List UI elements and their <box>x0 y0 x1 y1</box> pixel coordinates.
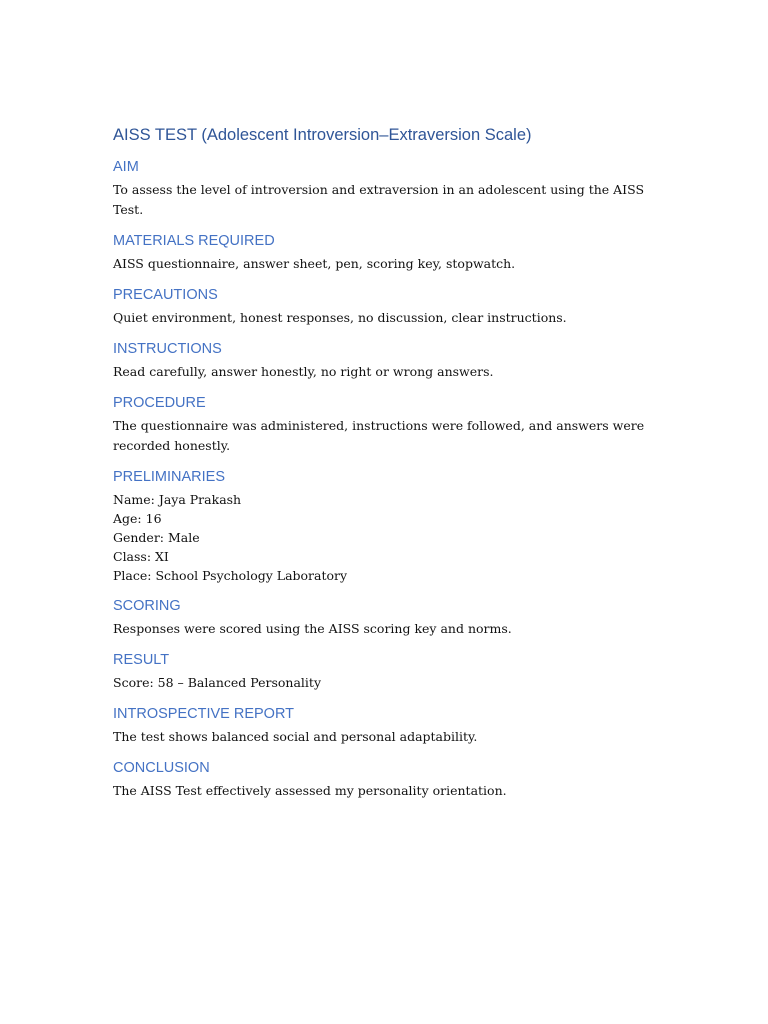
preliminary-age: Age: 16 <box>113 511 162 526</box>
section-heading-introspective-report: INTROSPECTIVE REPORT <box>113 706 295 722</box>
section-preliminaries <box>113 467 673 585</box>
section-text-materials-required: AISS questionnaire, answer sheet, pen, scoring key, stopwatch. <box>113 256 516 271</box>
document-body <box>113 123 673 812</box>
section-heading-precautions: PRECAUTIONS <box>113 287 218 303</box>
section-text-result: Score: 58 – Balanced Personality <box>113 675 322 690</box>
preliminary-place: Place: School Psychology Laboratory <box>113 568 348 583</box>
section-procedure <box>113 393 673 456</box>
section-heading-procedure: PROCEDURE <box>113 395 206 411</box>
section-text-introspective-report: The test shows balanced social and personal adaptability. <box>113 729 478 744</box>
section-text-conclusion: The AISS Test effectively assessed my personality orientation. <box>113 783 507 798</box>
section-text-instructions: Read carefully, answer honestly, no right or wrong answers. <box>113 364 494 379</box>
section-heading-conclusion: CONCLUSION <box>113 760 210 776</box>
document-title: AISS TEST (Adolescent Introversion–Extraversion Scale) <box>113 126 532 144</box>
section-heading-result: RESULT <box>113 652 170 668</box>
preliminary-class: Class: XI <box>113 549 169 564</box>
section-text-aim: To assess the level of introversion and extraversion in an adolescent using the AISS Test. <box>113 182 645 217</box>
section-heading-aim: AIM <box>113 159 139 175</box>
section-text-precautions: Quiet environment, honest responses, no discussion, clear instructions. <box>113 310 567 325</box>
section-instructions <box>113 339 673 382</box>
section-materials-required <box>113 231 673 274</box>
section-text-procedure: The questionnaire was administered, instructions were followed, and answers were recorded honestly. <box>113 418 645 453</box>
section-text-scoring: Responses were scored using the AISS scoring key and norms. <box>113 621 512 636</box>
section-conclusion <box>113 758 673 801</box>
section-result <box>113 650 673 693</box>
preliminary-gender: Gender: Male <box>113 530 200 545</box>
preliminary-name: Name: Jaya Prakash <box>113 492 242 507</box>
section-heading-scoring: SCORING <box>113 598 181 614</box>
section-scoring <box>113 596 673 639</box>
section-aim <box>113 157 673 220</box>
section-heading-materials-required: MATERIALS REQUIRED <box>113 233 275 249</box>
section-heading-instructions: INSTRUCTIONS <box>113 341 222 357</box>
section-heading-preliminaries: PRELIMINARIES <box>113 469 225 485</box>
section-precautions <box>113 285 673 328</box>
section-introspective-report <box>113 704 673 747</box>
